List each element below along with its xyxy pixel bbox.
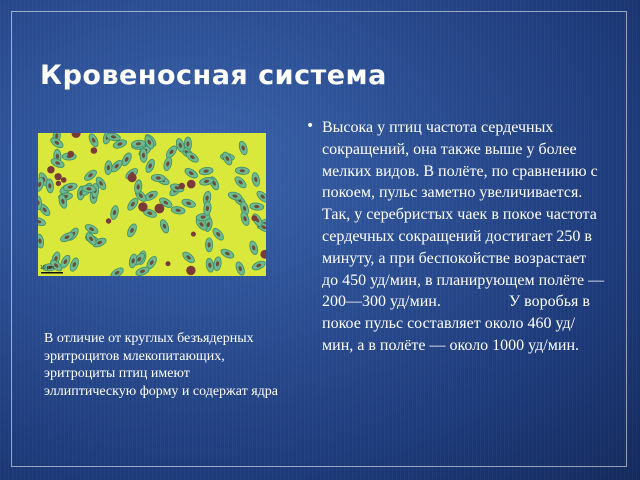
blood-cell bbox=[151, 174, 165, 182]
bullet-paragraph-1: Высока у птиц частота сердечных сокращений, она также выше у более мелких видов. В полёте, по сравнению с покоем, пульс заметно увеличивается. bbox=[322, 119, 598, 202]
bullet-list bbox=[306, 117, 606, 357]
dark-cell bbox=[138, 202, 147, 211]
blood-cell bbox=[162, 156, 173, 171]
dark-cell bbox=[72, 133, 81, 138]
blood-cell bbox=[235, 167, 249, 175]
dark-cell bbox=[56, 181, 61, 186]
blood-cell bbox=[251, 172, 261, 187]
blood-cell bbox=[128, 253, 138, 268]
blood-cell bbox=[206, 238, 213, 252]
blood-cell bbox=[238, 140, 249, 155]
blood-cell bbox=[159, 218, 171, 234]
blood-cell bbox=[205, 258, 214, 273]
bullet-paragraph-2 bbox=[322, 204, 606, 357]
blood-cell bbox=[110, 205, 120, 220]
blood-cell bbox=[211, 227, 226, 242]
erythrocyte-micrograph bbox=[38, 133, 266, 276]
micrograph-drawing bbox=[38, 133, 266, 276]
blood-cell bbox=[181, 198, 196, 209]
blood-cell bbox=[227, 191, 242, 202]
bullet-marker: • bbox=[306, 118, 315, 134]
blood-cell bbox=[249, 202, 264, 211]
bullet-paragraph-2-text: Так, у серебристых чаек в покое частота сердечных сокращений достигает 250 в минуту, а при беспокойстве возрастает до 450 уд/мин, в планирующем полёте — 200—300 уд/мин. bbox=[322, 206, 605, 311]
blood-cell bbox=[109, 266, 125, 276]
dark-cell bbox=[47, 166, 54, 173]
dark-cell bbox=[55, 173, 62, 180]
blood-cell bbox=[213, 256, 222, 271]
blood-cell bbox=[63, 182, 78, 192]
blood-cell bbox=[126, 223, 139, 239]
dark-cell bbox=[187, 180, 196, 189]
dark-cell bbox=[68, 151, 75, 158]
dark-cell bbox=[166, 261, 171, 266]
dark-cell bbox=[179, 183, 185, 189]
blood-cell bbox=[38, 216, 47, 227]
bullet-paragraph-3-text: воробья в покое пульс составляет около 460 уд/мин, а в полёте — около 1000 уд/мин. bbox=[322, 293, 590, 354]
dark-cell bbox=[155, 204, 165, 214]
dark-cell bbox=[61, 177, 67, 183]
blood-cell bbox=[104, 160, 112, 174]
dark-cell bbox=[91, 147, 98, 154]
blood-cell bbox=[239, 211, 250, 227]
blood-cell bbox=[120, 151, 133, 167]
blood-cell bbox=[171, 206, 186, 215]
blood-cell bbox=[38, 234, 45, 249]
scale-bar bbox=[41, 272, 63, 274]
dark-cell bbox=[260, 250, 266, 259]
blood-cell bbox=[181, 250, 196, 265]
slide-title: Кровеносная система bbox=[40, 60, 387, 91]
blood-cell bbox=[255, 189, 266, 204]
blood-cell bbox=[87, 133, 100, 148]
scale-bar-label: 10 µm bbox=[40, 265, 54, 271]
blood-cell bbox=[248, 240, 259, 255]
dark-cell bbox=[251, 215, 257, 221]
blood-cell bbox=[199, 167, 214, 176]
dark-cell bbox=[106, 218, 111, 223]
dark-cell bbox=[186, 266, 195, 275]
figure-caption: В отличие от круглых безъядерных эритроцитов млекопитающих, эритроциты птиц имеют эллиптическую форму и содержат ядра bbox=[44, 331, 278, 399]
dark-cell bbox=[191, 232, 196, 237]
blood-cell bbox=[251, 259, 266, 271]
dark-cell bbox=[128, 173, 137, 182]
blood-cell bbox=[126, 196, 140, 212]
bullet-paragraph-3-start: У bbox=[508, 293, 521, 311]
blood-cell bbox=[220, 247, 236, 260]
blood-cell bbox=[45, 178, 54, 193]
bullet-item bbox=[322, 117, 606, 357]
blood-cell bbox=[233, 175, 248, 190]
blood-cell bbox=[183, 167, 199, 180]
blood-cell bbox=[234, 261, 246, 276]
